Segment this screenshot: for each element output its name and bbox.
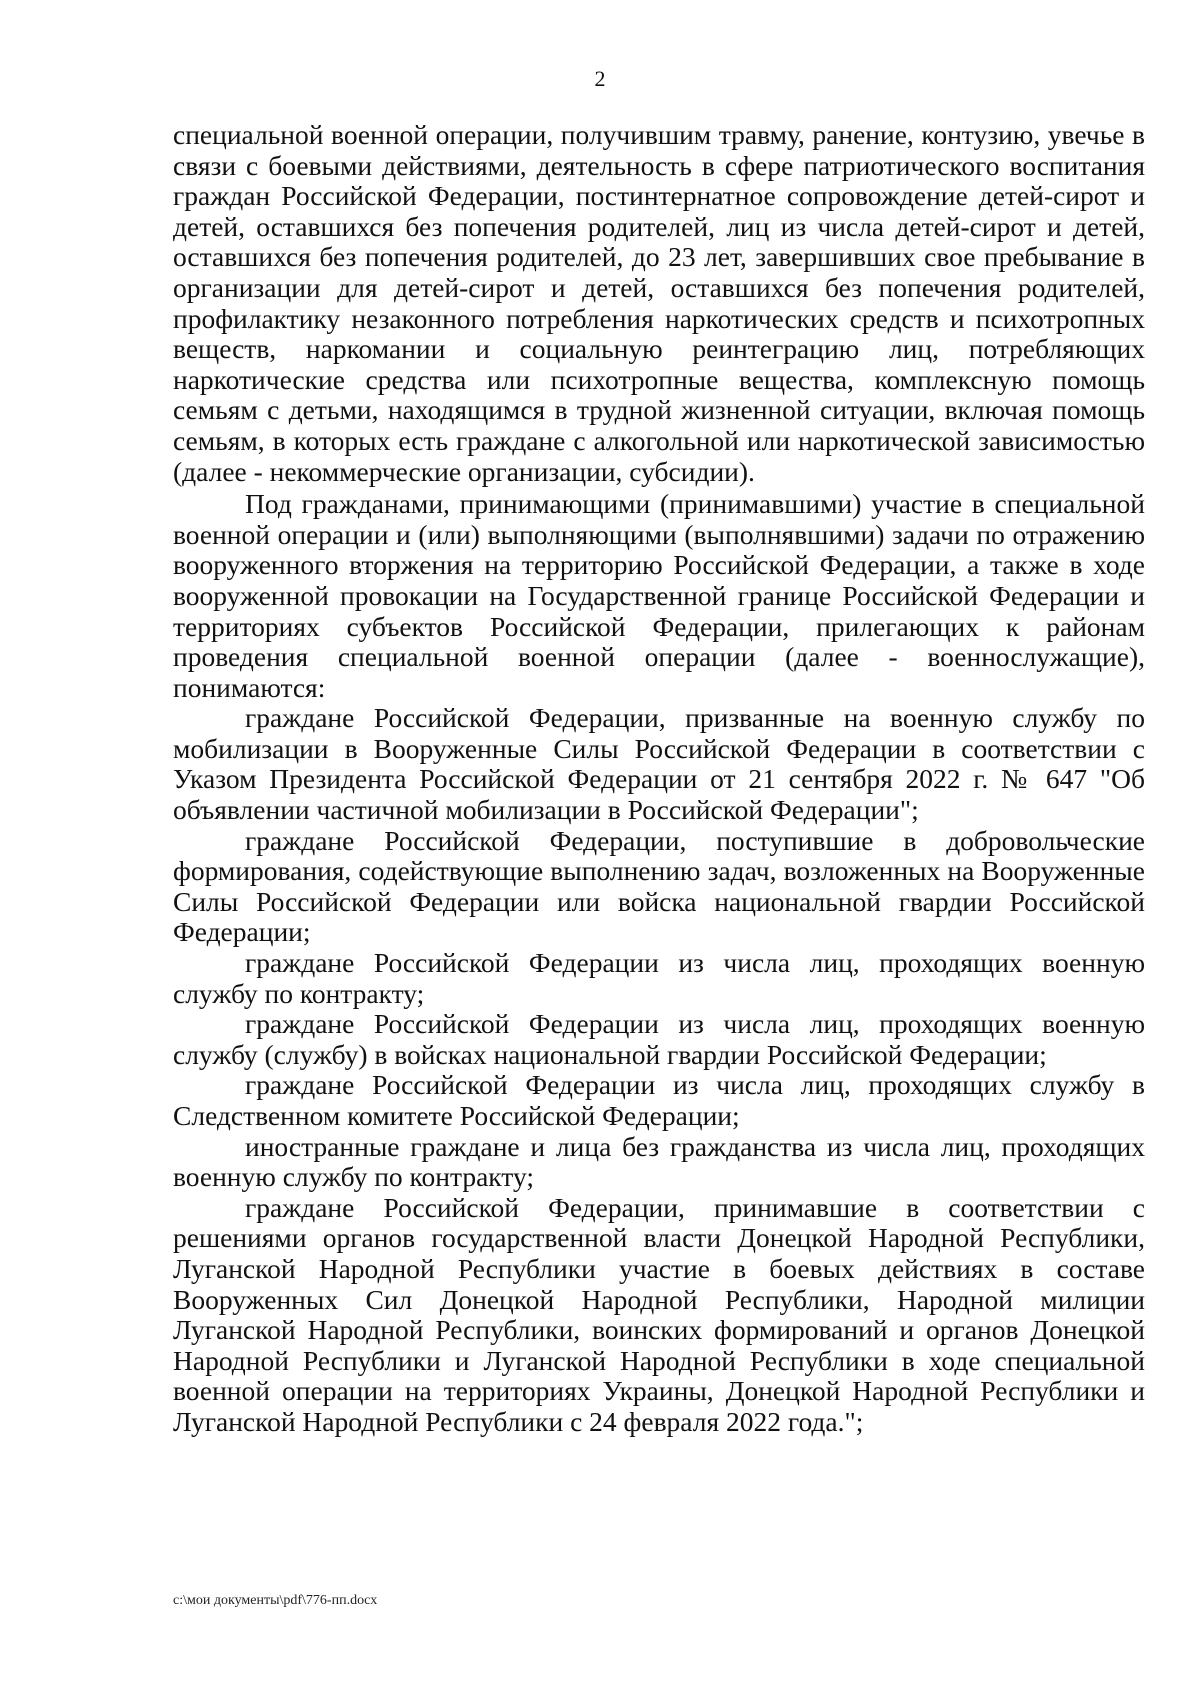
list-item-investigative-committee: граждане Российской Федерации из числа лиц, проходящих службу в Следственном комитете Российской Федерации; [173,1069,1145,1131]
list-item-mobilized: граждане Российской Федерации, призванные на военную службу по мобилизации в Вооруженные Силы Российской Федерации в соответствии с Указом Президента Российской Федерации от 21 сентября 2022 г. № 647 "Об объявлении частичной мобилизации в Российской Федерации"; [173,702,1145,826]
paragraph-continuation: специальной военной операции, получившим травму, ранение, контузию, увечье в связи с боевыми действиями, деятельность в сфере патриотического воспитания граждан Российской Федерации, постинтернатное сопровождение детей-сирот и детей, оставшихся без попечения родителей, лиц из числа детей-сирот и детей, оставшихся без попечения родителей, до 23 лет, завершивших свое пребывание в организации для детей-сирот и детей, оставшихся без попечения родителей, профилактику незаконного потребления наркотических средств и психотропных веществ, наркомании и социальную реинтеграцию лиц, потребляющих наркотические средства или психотропные вещества, комплексную помощь семьям с детьми, находящимся в трудной жизненной ситуации, включая помощь семьям, в которых есть граждане с алкогольной или наркотической зависимостью (далее - некоммерческие организации, субсидии). [173,119,1145,487]
page-number: 2 [594,66,606,91]
document-body [173,120,1145,1438]
footer-file-path: c:\мои документы\pdf\776-пп.docx [173,1593,378,1608]
list-item-contract-service: граждане Российской Федерации из числа лиц, проходящих военную службу по контракту; [173,947,1145,1009]
list-item-volunteers: граждане Российской Федерации, поступившие в добровольческие формирования, содействующие выполнению задач, возложенных на Вооруженные Силы Российской Федерации или войска национальной гвардии Российской Федерации; [173,824,1145,948]
paragraph-definition-intro: Под гражданами, принимающими (принимавшими) участие в специальной военной операции и (или) выполняющими (выполнявшими) задачи по отражению вооруженного вторжения на территорию Российской Федерации, а также в ходе вооруженной провокации на Государственной границе Российской Федерации и территориях субъектов Российской Федерации, прилегающих к районам проведения специальной военной операции (далее - военнослужащие), понимаются: [173,488,1145,703]
list-item-dpr-lpr-participants: граждане Российской Федерации, принимавшие в соответствии с решениями органов государственной власти Донецкой Народной Республики, Луганской Народной Республики участие в боевых действиях в составе Вооруженных Сил Донецкой Народной Республики, Народной милиции Луганской Народной Республики, воинских формирований и органов Донецкой Народной Республики и Луганской Народной Республики в ходе специальной военной операции на территориях Украины, Донецкой Народной Республики и Луганской Народной Республики с 24 февраля 2022 года."; [173,1191,1145,1437]
list-item-national-guard: граждане Российской Федерации из числа лиц, проходящих военную службу (службу) в войсках национальной гвардии Российской Федерации; [173,1008,1145,1070]
list-item-foreign-citizens: иностранные граждане и лица без гражданства из числа лиц, проходящих военную службу по контракту; [173,1130,1145,1193]
